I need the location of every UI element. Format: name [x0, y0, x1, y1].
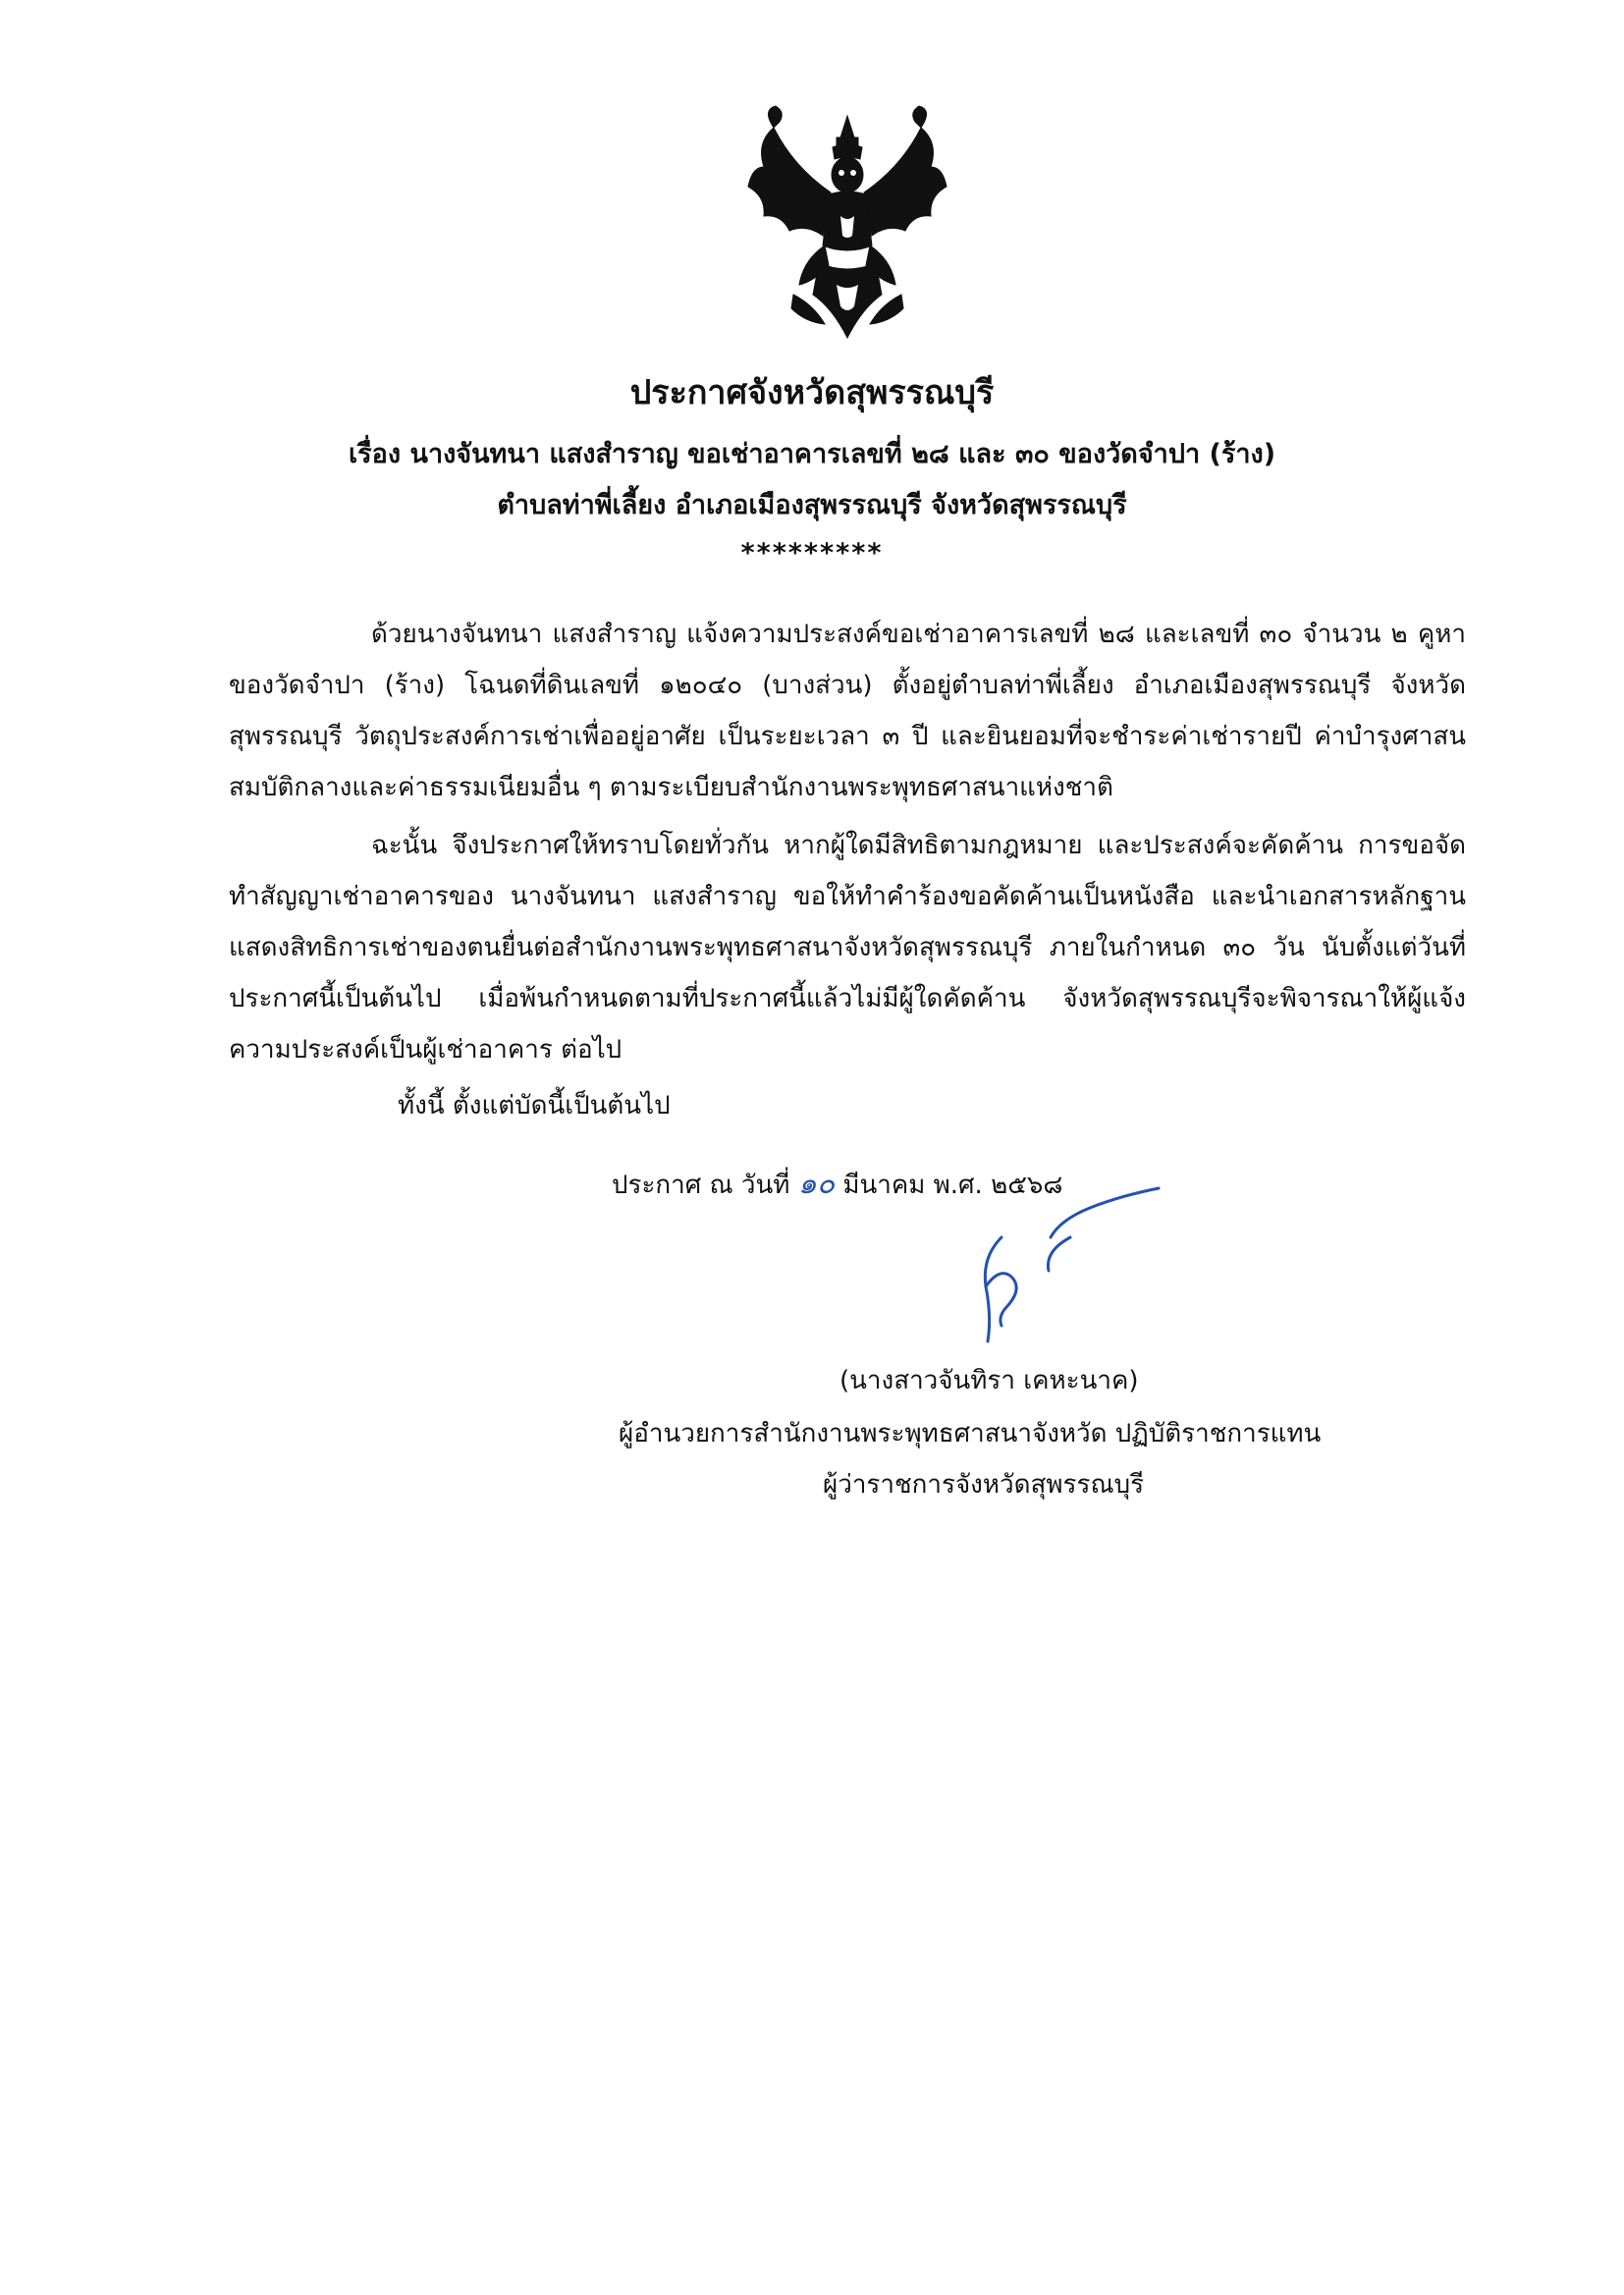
date-prefix: ประกาศ ณ วันที่ [612, 1171, 790, 1200]
paragraph-1 [229, 609, 1466, 813]
subject-line: เรื่อง นางจันทนา แสงสำราญ ขอเช่าอาคารเลขที่ ๒๘ และ ๓๐ ของวัดจำปา (ร้าง) [348, 439, 1276, 469]
date-day: ๑๐ [797, 1167, 836, 1201]
separator: ********* [740, 538, 884, 569]
handwritten-signature [943, 1169, 1178, 1355]
signer-name: (นางสาวจันทิรา เคหะนาค) [839, 1366, 1139, 1395]
page-title: ประกาศจังหวัดสุพรรณบุรี [629, 373, 995, 412]
date-suffix: มีนาคม พ.ศ. ๒๕๖๘ [842, 1171, 1063, 1200]
paragraph-2 [229, 820, 1466, 1075]
garuda-emblem-icon [734, 98, 960, 344]
closing-line: ทั้งนี้ ตั้งแต่บัดนี้เป็นต้นไป [398, 1091, 671, 1120]
paragraph-2-text: ฉะนั้น จึงประกาศให้ทราบโดยทั่วกัน หากผู้ใดมีสิทธิตามกฎหมาย และประสงค์จะคัดค้าน การขอจัดทำสัญญาเช่าอาคารของ นางจันทนา แสงสำราญ ขอให้ทำคำร้องขอคัดค้านเป็นหนังสือ และนำเอกสารหลักฐานแสดงสิทธิการเช่าของตนยื่นต่อสำนักงานพระพุทธศาสนาจังหวัดสุพรรณบุรี ภายในกำหนด ๓๐ วัน นับตั้งแต่วันที่ประกาศนี้เป็นต้นไป เมื่อพ้นกำหนดตามที่ประกาศนี้แล้วไม่มีผู้ใดคัดค้าน จังหวัดสุพรรณบุรีจะพิจารณาให้ผู้แจ้งความประสงค์เป็นผู้เช่าอาคาร ต่อไป [229, 831, 1466, 1065]
signer-position-governor: ผู้ว่าราชการจังหวัดสุพรรณบุรี [823, 1470, 1145, 1500]
signer-position: ผู้อำนวยการสำนักงานพระพุทธศาสนาจังหวัด ปฏิบัติราชการแทน [619, 1419, 1322, 1448]
paragraph-1-text: ด้วยนางจันทนา แสงสำราญ แจ้งความประสงค์ขอเช่าอาคารเลขที่ ๒๘ และเลขที่ ๓๐ จำนวน ๒ คูหา ของวัดจำปา (ร้าง) โฉนดที่ดินเลขที่ ๑๒๐๔๐ (บางส่วน) ตั้งอยู่ตำบลท่าพี่เลี้ยง อำเภอเมืองสุพรรณบุรี จังหวัดสุพรรณบุรี วัตถุประสงค์การเช่าเพื่ออยู่อาศัย เป็นระยะเวลา ๓ ปี และยินยอมที่จะชำระค่าเช่ารายปี ค่าบำรุงศาสนสมบัติกลางและค่าธรรมเนียมอื่น ๆ ตามระเบียบสำนักงานพระพุทธศาสนาแห่งชาติ [229, 620, 1466, 802]
subject-location-line: ตำบลท่าพี่เลี้ยง อำเภอเมืองสุพรรณบุรี จังหวัดสุพรรณบุรี [497, 490, 1127, 520]
